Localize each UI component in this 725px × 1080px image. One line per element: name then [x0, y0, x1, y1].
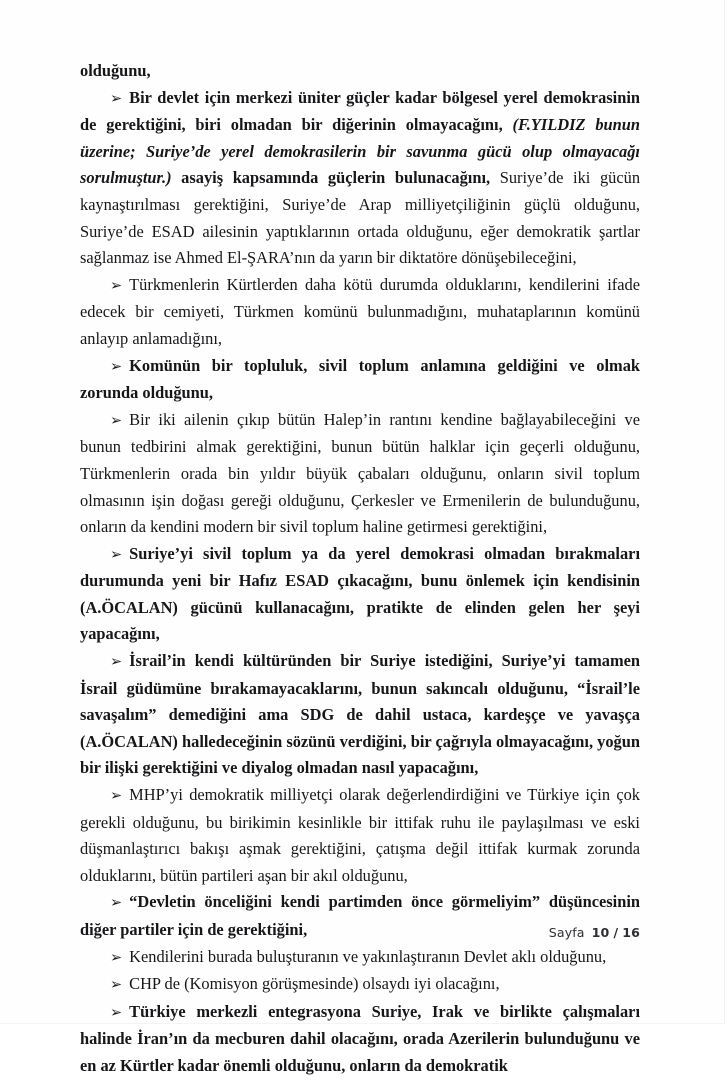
text-run: Bir iki ailenin çıkıp bütün Halep’in rantını kendine bağlayabileceğini ve bunun tedbirini almak gerektiğini, bunun bütün halklar için geçerli olduğunu, Türkmenlerin orada bin yıldır büyük çabaları olduğunu, onların sivil toplum olmasının işin doğası gereği olduğunu, Çerkesler ve Ermenilerin de bulunduğunu, onların da kendini modern bir sivil toplum haline getirmesi gerektiğini, [80, 409, 640, 537]
bulleted-paragraph [80, 541, 640, 648]
text-run: CHP de (Komisyon görüşmesinde) olsaydı iyi olacağını, [129, 974, 500, 994]
bulleted-paragraph [80, 85, 640, 272]
footer-total-pages: 16 [622, 925, 640, 940]
text-run: Suriye’de iki gücün kaynaştırılması gerektiğini, Suriye’de Arap milliyetçiliğinin güçlü olduğunu, Suriye’de ESAD ailesinin yaptıklarının ortada olduğunu, eğer demokratik şartlar sağlanmaz ise Ahmed El-ŞARA’nın da yarın bir diktatöre dönüşebileceğini, [80, 168, 641, 268]
text-run: Türkiye merkezli entegrasyona Suriye, Irak ve birlikte çalışmaları halinde İran’ın da mecburen dahil olacağını, orada Azerilerin bulunduğunu ve en az Kürtler kadar önemli olduğunu, onların da demokratik [80, 1001, 640, 1075]
arrowhead-bullet-icon: ➢ [110, 546, 123, 563]
arrowhead-bullet-icon: ➢ [110, 788, 123, 805]
arrowhead-bullet-icon: ➢ [110, 895, 123, 912]
bulleted-paragraph [80, 407, 640, 541]
arrowhead-bullet-icon: ➢ [110, 358, 123, 375]
text-run: Suriye’yi sivil toplum ya da yerel demokrasi olmadan bırakmaları durumunda yeni bir Hafız ESAD çıkacağını, bunu önlemek için kendisinin (A.ÖCALAN) gücünü kullanacağını, pratikte de elinden gelen her şeyi yapacağını, [80, 543, 640, 644]
arrowhead-bullet-icon: ➢ [110, 277, 123, 294]
text-run: Türkmenlerin Kürtlerden daha kötü durumda olduklarını, kendilerini ifade edecek bir cemiyeti, Türkmen komünü bulunmadığını, muhataplarının komünü anlayıp anlamadığını, [80, 274, 640, 348]
arrowhead-bullet-icon: ➢ [110, 949, 123, 966]
bulleted-paragraph [80, 353, 640, 407]
text-run: Kendilerini burada buluşturanın ve yakınlaştıranın Devlet aklı olduğunu, [129, 946, 607, 966]
footer-page-label: Sayfa [548, 925, 585, 940]
bulleted-paragraph [80, 272, 640, 353]
arrowhead-bullet-icon: ➢ [110, 90, 123, 107]
bulleted-paragraph [80, 782, 640, 889]
arrowhead-bullet-icon: ➢ [110, 654, 123, 671]
arrowhead-bullet-icon: ➢ [110, 977, 123, 994]
text-run: MHP’yi demokratik milliyetçi olarak değerlendirdiğini ve Türkiye için çok gerekli olduğunu, bu birikimin kesinlikle bir ittifak ruhu ile paylaşılması ve eski düşmanlaştırıcı bakışı aşmak gerektiğini, çatışma değil ittifak kurmak zorunda olduklarını, bütün partileri aşan bir akıl olduğunu, [80, 785, 640, 885]
text-run: olduğunu, [80, 61, 151, 80]
bulleted-paragraph [80, 999, 640, 1080]
footer-separator: / [613, 925, 619, 940]
text-run: asayiş kapsamında güçlerin bulunacağını, [171, 168, 491, 188]
text-run: “Devletin önceliğini kendi partimden önce görmeliyim” düşüncesinin diğer partiler için de gerektiğini, [80, 892, 640, 939]
text-run: Komünün bir topluluk, sivil toplum anlamına geldiğini ve olmak zorunda olduğunu, [80, 355, 640, 403]
page-footer [80, 925, 640, 940]
footer-current-page: 10 [591, 925, 610, 940]
arrowhead-bullet-icon: ➢ [110, 1004, 123, 1021]
text-run: İsrail’in kendi kültüründen bir Suriye istediğini, Suriye’yi tamamen İsrail güdümüne bırakamayacaklarını, bunun sakıncalı olduğunu, “İsrail’le savaşalım” demediğini ama SDG de dahil ustaca, kardeşçe ve yavaşça (A.ÖCALAN) halledeceğinin sözünü verdiğini, bir çağrıyla olmayacağını, yoğun bir ilişki gerektiğini ve diyalog olmadan nasıl yapacağını, [80, 651, 640, 778]
bulleted-paragraph [80, 944, 640, 972]
text-run: (F.YILDIZ bunun üzerine; Suriye’de yerel demokrasilerin bir savunma gücü olup olmayacağı sorulmuştur.) [80, 115, 640, 188]
text-run: Bir devlet için merkezi üniter güçler kadar bölgesel yerel demokrasinin de gerektiğini, biri olmadan bir diğerinin olmayacağını, [80, 87, 640, 135]
bulleted-paragraph [80, 648, 640, 782]
paragraph [80, 58, 640, 85]
arrowhead-bullet-icon: ➢ [110, 412, 123, 429]
bulleted-paragraph [80, 971, 640, 999]
